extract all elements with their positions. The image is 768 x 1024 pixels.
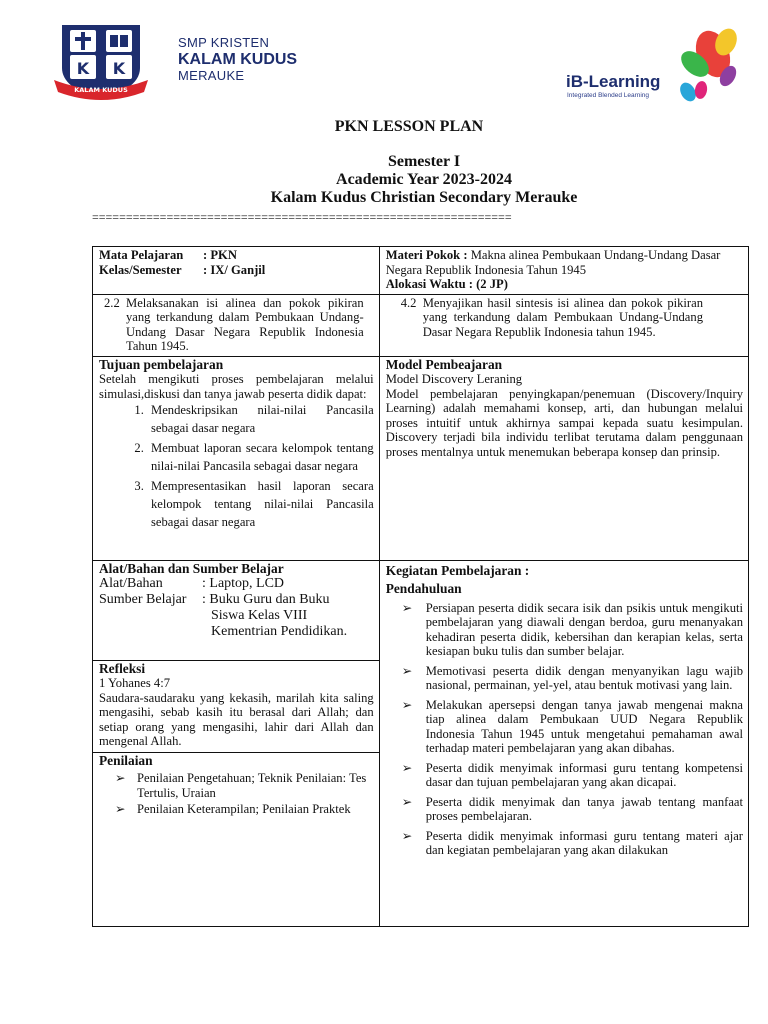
doc-semester: Semester I (387, 153, 461, 170)
doc-school: Kalam Kudus Christian Secondary Merauke (270, 189, 578, 206)
badge-letter-1: K (76, 59, 90, 78)
tujuan-item: 1. Mendeskripsikan nilai-nilai Pancasila sebagai dasar negara (147, 401, 374, 437)
refleksi-cell (93, 660, 380, 752)
subject-label: Mata Pelajaran (99, 248, 184, 262)
refleksi-verse: 1 Yohanes 4:7 (99, 676, 171, 690)
document-titles (0, 118, 768, 207)
penilaian-cell (93, 752, 380, 926)
refleksi-text: Saudara-saudaraku yang kekasih, marilah kita saling mengasihi, sebab kasih itu berasal dari Allah; dan setiap orang yang mengasihi, lahir dari Allah dan mengenal Allah. (99, 690, 374, 748)
tujuan-heading: Tujuan pembelajaran (99, 356, 224, 372)
kegiatan-item: ➢ Memotivasi peserta didik dengan menyanyikan lagu wajib nasional, permainan, yel-yel, atau bentuk motivasi yang lain. (401, 663, 743, 692)
sumber-value: : Buku Guru dan Buku (202, 592, 330, 607)
lesson-plan-table (92, 246, 749, 927)
tujuan-intro: Setelah mengikuti proses pembelajaran melalui simulasi,diskusi dan tanya jawab peserta didik dapat: (99, 372, 374, 401)
school-name-line2: KALAM KUDUS (178, 50, 298, 68)
class-value: : IX/ Ganjil (203, 262, 266, 277)
model-cell (379, 356, 748, 560)
arrow-bullet-icon: ➢ (401, 828, 413, 843)
kd-right-text: Menyajikan hasil sintesis isi alinea dan pokok pikiran yang terkandung dalam Pembukaan Undang-Undang Dasar Negara Republik Indonesia tahun 1945. (422, 295, 703, 339)
alat-cell (93, 560, 380, 660)
subject-class-cell (93, 247, 380, 295)
ib-learning-tagline: Integrated Blended Learning (567, 92, 650, 99)
arrow-bullet-icon: ➢ (115, 771, 126, 785)
kegiatan-item: ➢ Peserta didik menyimak informasi guru tentang materi ajar dan kegiatan pembelajaran yang akan dilakukan (401, 828, 743, 857)
kd-right-cell (379, 294, 748, 356)
tujuan-list (99, 401, 374, 531)
school-name-line1: SMP KRISTEN (178, 35, 270, 50)
materi-label: Materi Pokok : (385, 248, 468, 262)
arrow-bullet-icon: ➢ (401, 760, 413, 775)
ib-learning-brand (566, 72, 661, 99)
alat-content (99, 576, 374, 640)
penilaian-item: ➢ Penilaian Keterampilan; Penilaian Praktek (115, 802, 351, 816)
kd-row (93, 294, 749, 356)
kd-left-text: Melaksanakan isi alinea dan pokok pikiran yang terkandung dalam Pembukaan Undang-Undang Dasar Negara Republik Indonesia Tahun 1945. (126, 295, 364, 353)
alat-heading: Alat/Bahan dan Sumber Belajar (99, 560, 284, 576)
tujuan-cell (93, 356, 380, 560)
page-header (0, 0, 768, 110)
sumber-line2: Siswa Kelas VIII (211, 608, 308, 623)
model-description: Model pembelajaran penyingkapan/penemuan (Discovery/Inquiry Learning) adalah memahami konsep, arti, dan hubungan melalui proses intuitif untuk akhirnya sampai kepada suatu kesimpulan. Discovery terjadi bila individu terlibat terutama dalam penggunaan proses mentalnya untuk menemukan beberapa konsep dan prinsip. (385, 386, 743, 459)
school-name (178, 36, 297, 84)
kegiatan-item: ➢ Peserta didik menyimak informasi guru tentang kompetensi dasar dan tujuan pembelajaran yang akan dicapai. (401, 760, 743, 789)
school-name-line3: MERAUKE (178, 68, 245, 84)
bahan-label: Alat/Bahan (99, 576, 163, 591)
materi-cell (379, 247, 748, 295)
ib-learning-name: iB-Learning (566, 72, 661, 91)
bahan-value: : Laptop, LCD (202, 576, 285, 591)
arrow-bullet-icon: ➢ (401, 663, 413, 678)
kegiatan-item: ➢ Persiapan peserta didik secara isik dan psikis untuk mengikuti pembelajaran yang diawali dengan berdoa, guru menanyakan kehadiran peserta didik, kebersihan dan kerapian kelas, serta kesiapan buku tulis dan sumber belajar. (401, 600, 743, 658)
arrow-bullet-icon: ➢ (401, 600, 413, 615)
doc-title: PKN LESSON PLAN (334, 118, 484, 135)
arrow-bullet-icon: ➢ (401, 794, 413, 809)
kd-left-number: 2.2 (104, 295, 120, 310)
tujuan-model-row (93, 356, 749, 560)
sumber-line3: Kementrian Pendidikan. (211, 624, 348, 639)
kd-right-number: 4.2 (400, 295, 417, 310)
doc-academic-year: Academic Year 2023-2024 (336, 171, 512, 188)
kegiatan-list (386, 601, 743, 858)
tujuan-item: 2. Membuat laporan secara kelompok tentang nilai-nilai Pancasila sebagai dasar negara (147, 439, 374, 475)
info-row (93, 247, 749, 295)
kegiatan-subheading: Pendahuluan (385, 581, 462, 596)
alokasi-waktu: Alokasi Waktu : (2 JP) (385, 277, 508, 291)
materi-value: Makna alinea Pembukaan Undang-Undang Dasar Negara Republik Indonesia Tahun 1945 (385, 248, 721, 277)
school-badge-logo (52, 22, 150, 104)
separator-rule: ============================================================== (92, 210, 512, 224)
badge-ribbon-text: KALAM KUDUS (74, 86, 128, 94)
class-label: Kelas/Semester (99, 262, 182, 277)
tujuan-item: 3. Mempresentasikan hasil laporan secara kelompok tentang nilai-nilai Pancasila sebagai dasar negara (147, 477, 374, 531)
kegiatan-cell (379, 560, 748, 926)
kegiatan-item: ➢ Melakukan apersepsi dengan tanya jawab mengenai makna tiap alinea dalam Pembukaan UUD Negara Republik Indonesia Tahun 1945 untuk mengetahui pemahaman awal terhadap materi pembelajaran yang akan dibahas. (401, 697, 743, 755)
arrow-bullet-icon: ➢ (401, 697, 413, 712)
badge-letter-2: K (112, 59, 126, 78)
penilaian-list (99, 771, 374, 817)
model-name: Model Discovery Leraning (385, 372, 523, 386)
refleksi-heading: Refleksi (99, 660, 146, 676)
subject-value: : PKN (203, 248, 237, 262)
alat-kegiatan-row (93, 560, 749, 660)
arrow-bullet-icon: ➢ (115, 802, 126, 816)
model-heading: Model Pembeajaran (385, 356, 503, 372)
kegiatan-heading: Kegiatan Pembelajaran : (385, 562, 530, 578)
kegiatan-item: ➢ Peserta didik menyimak dan tanya jawab tentang manfaat proses pembelajaran. (401, 794, 743, 823)
sumber-label: Sumber Belajar (99, 592, 187, 607)
penilaian-heading: Penilaian (99, 752, 153, 768)
kd-left-cell (93, 294, 380, 356)
penilaian-item: ➢ Penilaian Pengetahuan; Teknik Penilaian: Tes Tertulis, Uraian (115, 771, 367, 800)
